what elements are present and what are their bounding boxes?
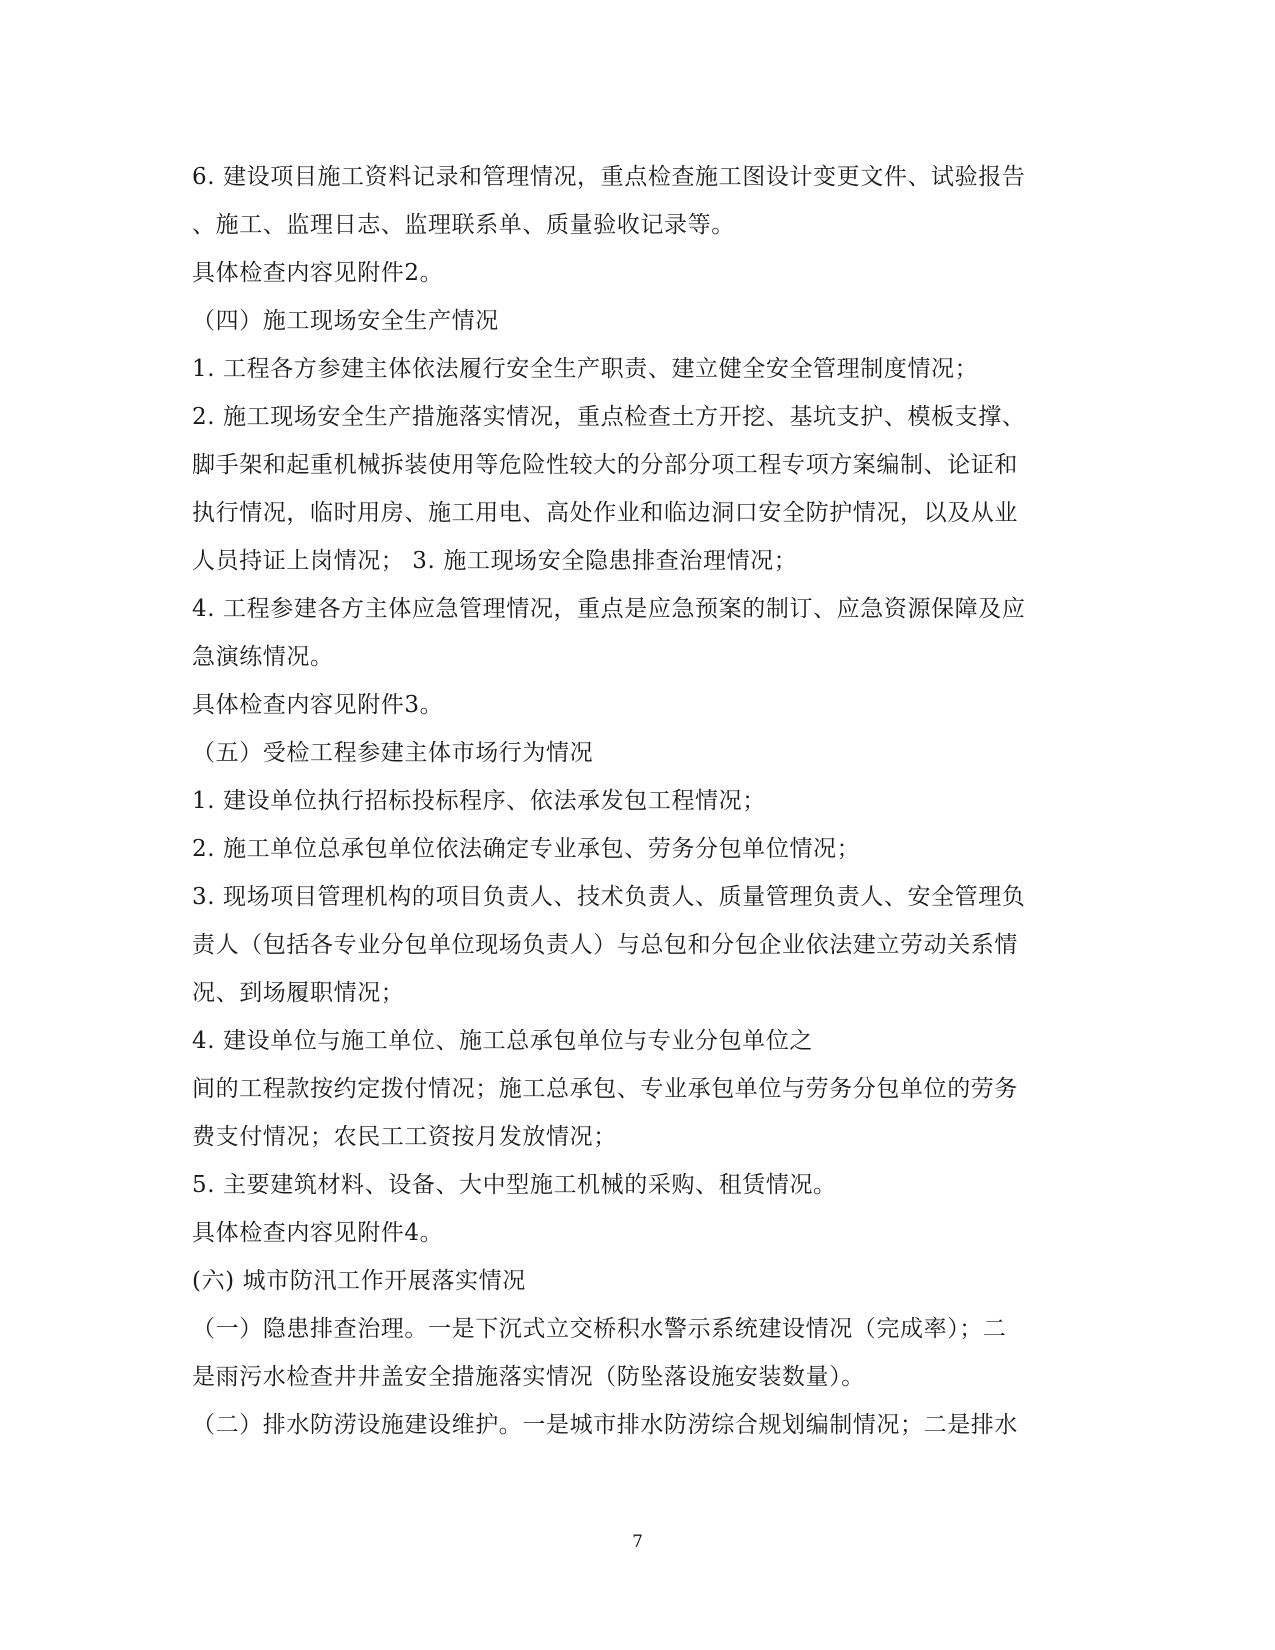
text-line-18: 况、到场履职情况； bbox=[192, 980, 405, 1006]
document-body bbox=[192, 153, 1072, 1449]
text-line-1: 6. 建设项目施工资料记录和管理情况，重点检查施工图设计变更文件、试验报告 bbox=[192, 164, 1026, 190]
text-line-19: 4. 建设单位与施工单位、施工总承包单位与专业分包单位之 bbox=[192, 1028, 814, 1054]
text-line-16: 3. 现场项目管理机构的项目负责人、技术负责人、质量管理负责人、安全管理负 bbox=[192, 884, 1026, 910]
text-line-17: 责人（包括各专业分包单位现场负责人）与总包和分包企业依法建立劳动关系情 bbox=[192, 932, 1018, 958]
text-line-3: 具体检查内容见附件2。 bbox=[192, 260, 444, 286]
text-line-5: 1. 工程各方参建主体依法履行安全生产职责、建立健全安全管理制度情况； bbox=[192, 356, 979, 382]
text-line-20: 间的工程款按约定拨付情况；施工总承包、专业承包单位与劳务分包单位的劳务 bbox=[192, 1076, 1018, 1102]
text-line-12: 具体检查内容见附件3。 bbox=[192, 692, 444, 718]
text-line-21: 费支付情况；农民工工资按月发放情况； bbox=[192, 1124, 617, 1150]
text-line-22: 5. 主要建筑材料、设备、大中型施工机械的采购、租赁情况。 bbox=[192, 1172, 837, 1198]
section-heading-4: （四）施工现场安全生产情况 bbox=[192, 308, 499, 334]
page-number: 7 bbox=[632, 1532, 643, 1552]
text-line-7: 脚手架和起重机械拆装使用等危险性较大的分部分项工程专项方案编制、论证和 bbox=[192, 452, 1018, 478]
text-line-6: 2. 施工现场安全生产措施落实情况，重点检查土方开挖、基坑支护、模板支撑、 bbox=[192, 404, 1026, 430]
text-line-25: （一）隐患排查治理。一是下沉式立交桥积水警示系统建设情况（完成率）；二 bbox=[192, 1316, 1007, 1342]
text-line-11: 急演练情况。 bbox=[192, 644, 334, 670]
text-line-23: 具体检查内容见附件4。 bbox=[192, 1220, 444, 1246]
text-line-9: 人员持证上岗情况； 3. 施工现场安全隐患排查治理情况； bbox=[192, 548, 798, 574]
text-line-8: 执行情况，临时用房、施工用电、高处作业和临边洞口安全防护情况，以及从业 bbox=[192, 500, 1018, 526]
text-line-14: 1. 建设单位执行招标投标程序、依法承发包工程情况； bbox=[192, 788, 766, 814]
text-line-27: （二）排水防涝设施建设维护。一是城市排水防涝综合规划编制情况；二是排水 bbox=[192, 1412, 1018, 1438]
section-heading-6: (六) 城市防汛工作开展落实情况 bbox=[192, 1268, 526, 1294]
section-heading-5: （五）受检工程参建主体市场行为情况 bbox=[192, 740, 594, 766]
text-line-26: 是雨污水检查井井盖安全措施落实情况（防坠落设施安装数量）。 bbox=[192, 1364, 865, 1390]
text-line-15: 2. 施工单位总承包单位依法确定专业承包、劳务分包单位情况； bbox=[192, 836, 861, 862]
text-line-10: 4. 工程参建各方主体应急管理情况，重点是应急预案的制订、应急资源保障及应 bbox=[192, 596, 1026, 622]
text-line-2: 、施工、监理日志、监理联系单、质量验收记录等。 bbox=[192, 212, 735, 238]
